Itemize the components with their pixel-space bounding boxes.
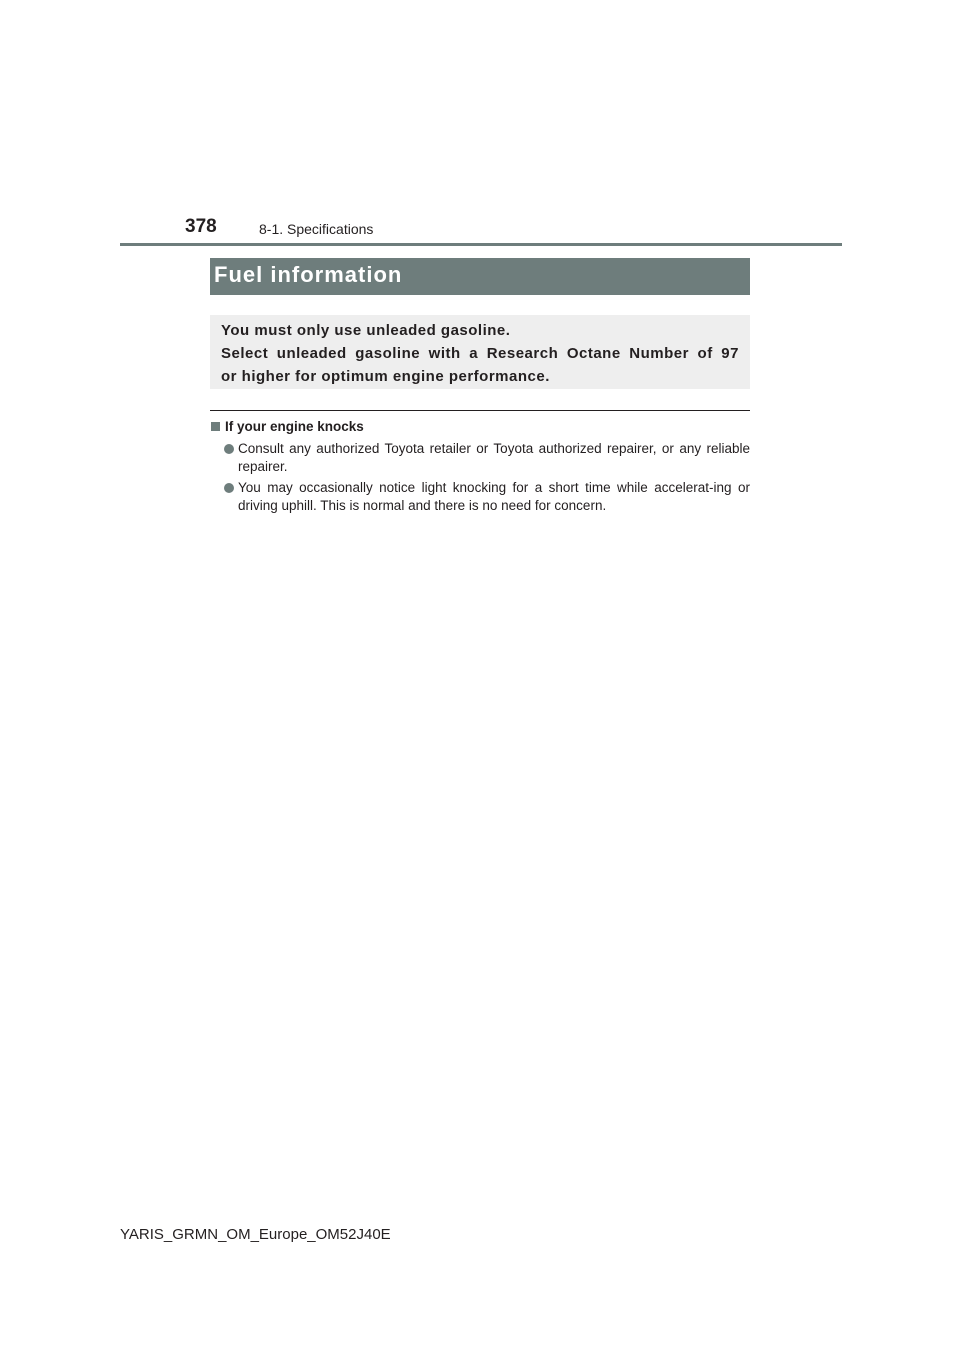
circle-bullet-icon: [224, 483, 234, 493]
page-title: Fuel information: [214, 262, 403, 287]
circle-bullet-icon: [224, 444, 234, 454]
intro-text: [221, 319, 739, 388]
intro-line-3: or higher for optimum engine performance.: [221, 368, 550, 385]
list-item-text: You may occasionally notice light knocking for a short time while accelerat-ing or driving uphill. This is normal and there is no need for concern.: [238, 480, 750, 513]
knock-heading: [211, 419, 364, 434]
list-item-text: Consult any authorized Toyota retailer or Toyota authorized repairer, or any reliable repairer.: [238, 441, 750, 474]
list-item: [224, 440, 750, 476]
square-bullet-icon: [211, 422, 220, 431]
page-number: 378: [185, 216, 217, 237]
intro-line-2: Select unleaded gasoline with a Research Octane Number of 97: [221, 345, 739, 362]
list-item: [224, 479, 750, 515]
document-code: YARIS_GRMN_OM_Europe_OM52J40E: [120, 1226, 391, 1243]
intro-box: [210, 315, 750, 389]
knock-heading-text: If your engine knocks: [225, 419, 364, 434]
intro-line-1: You must only use unleaded gasoline.: [221, 322, 511, 339]
content-divider: [210, 410, 750, 411]
title-bar: [210, 258, 750, 295]
header-rule: [120, 243, 842, 246]
section-label: 8-1. Specifications: [259, 221, 374, 237]
